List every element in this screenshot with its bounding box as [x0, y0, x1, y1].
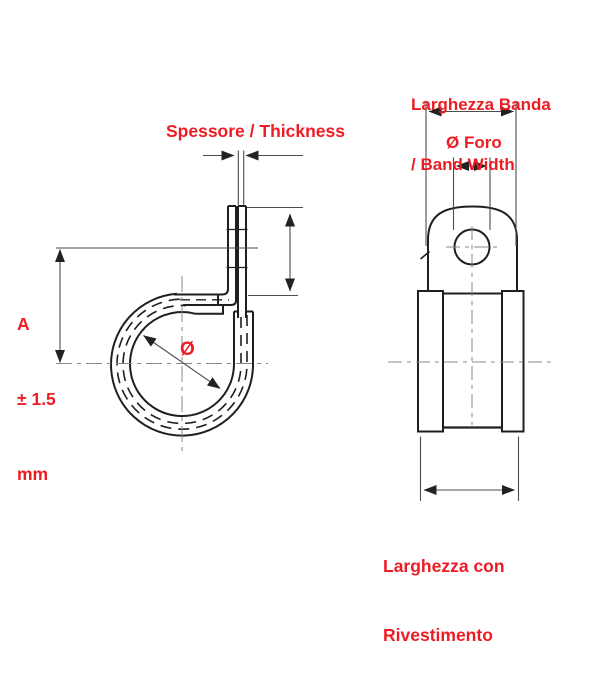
rubber-strip-left	[418, 291, 443, 432]
a-tolerance-line-3: mm	[17, 464, 49, 484]
coated-width-label	[383, 509, 505, 693]
a-tolerance-label	[17, 262, 56, 537]
band-width-line-1: Larghezza Banda	[411, 95, 551, 114]
foot-inner-edge	[195, 305, 223, 314]
rubber-strip-right	[502, 291, 524, 432]
front-view-centerlines	[388, 226, 556, 425]
a-tolerance-line-1: A	[17, 314, 30, 334]
thickness-extension-lines	[238, 151, 243, 206]
tab-dome-outline	[428, 207, 517, 294]
thickness-label: Spessore / Thickness	[166, 121, 345, 141]
coated-width-extension-lines	[421, 437, 519, 502]
hole-diameter-label: Ø Foro	[446, 133, 502, 152]
band-width-line-2: / Band Width	[411, 155, 515, 174]
loop-diameter-symbol-label: Ø	[180, 339, 195, 360]
coated-width-line-1: Larghezza con	[383, 556, 505, 576]
tab-right-ply	[238, 206, 246, 318]
a-tolerance-line-2: ± 1.5	[17, 389, 56, 409]
front-view	[418, 207, 524, 432]
tab-height-extension-lines	[247, 208, 303, 296]
coated-width-line-2: Rivestimento	[383, 625, 493, 645]
